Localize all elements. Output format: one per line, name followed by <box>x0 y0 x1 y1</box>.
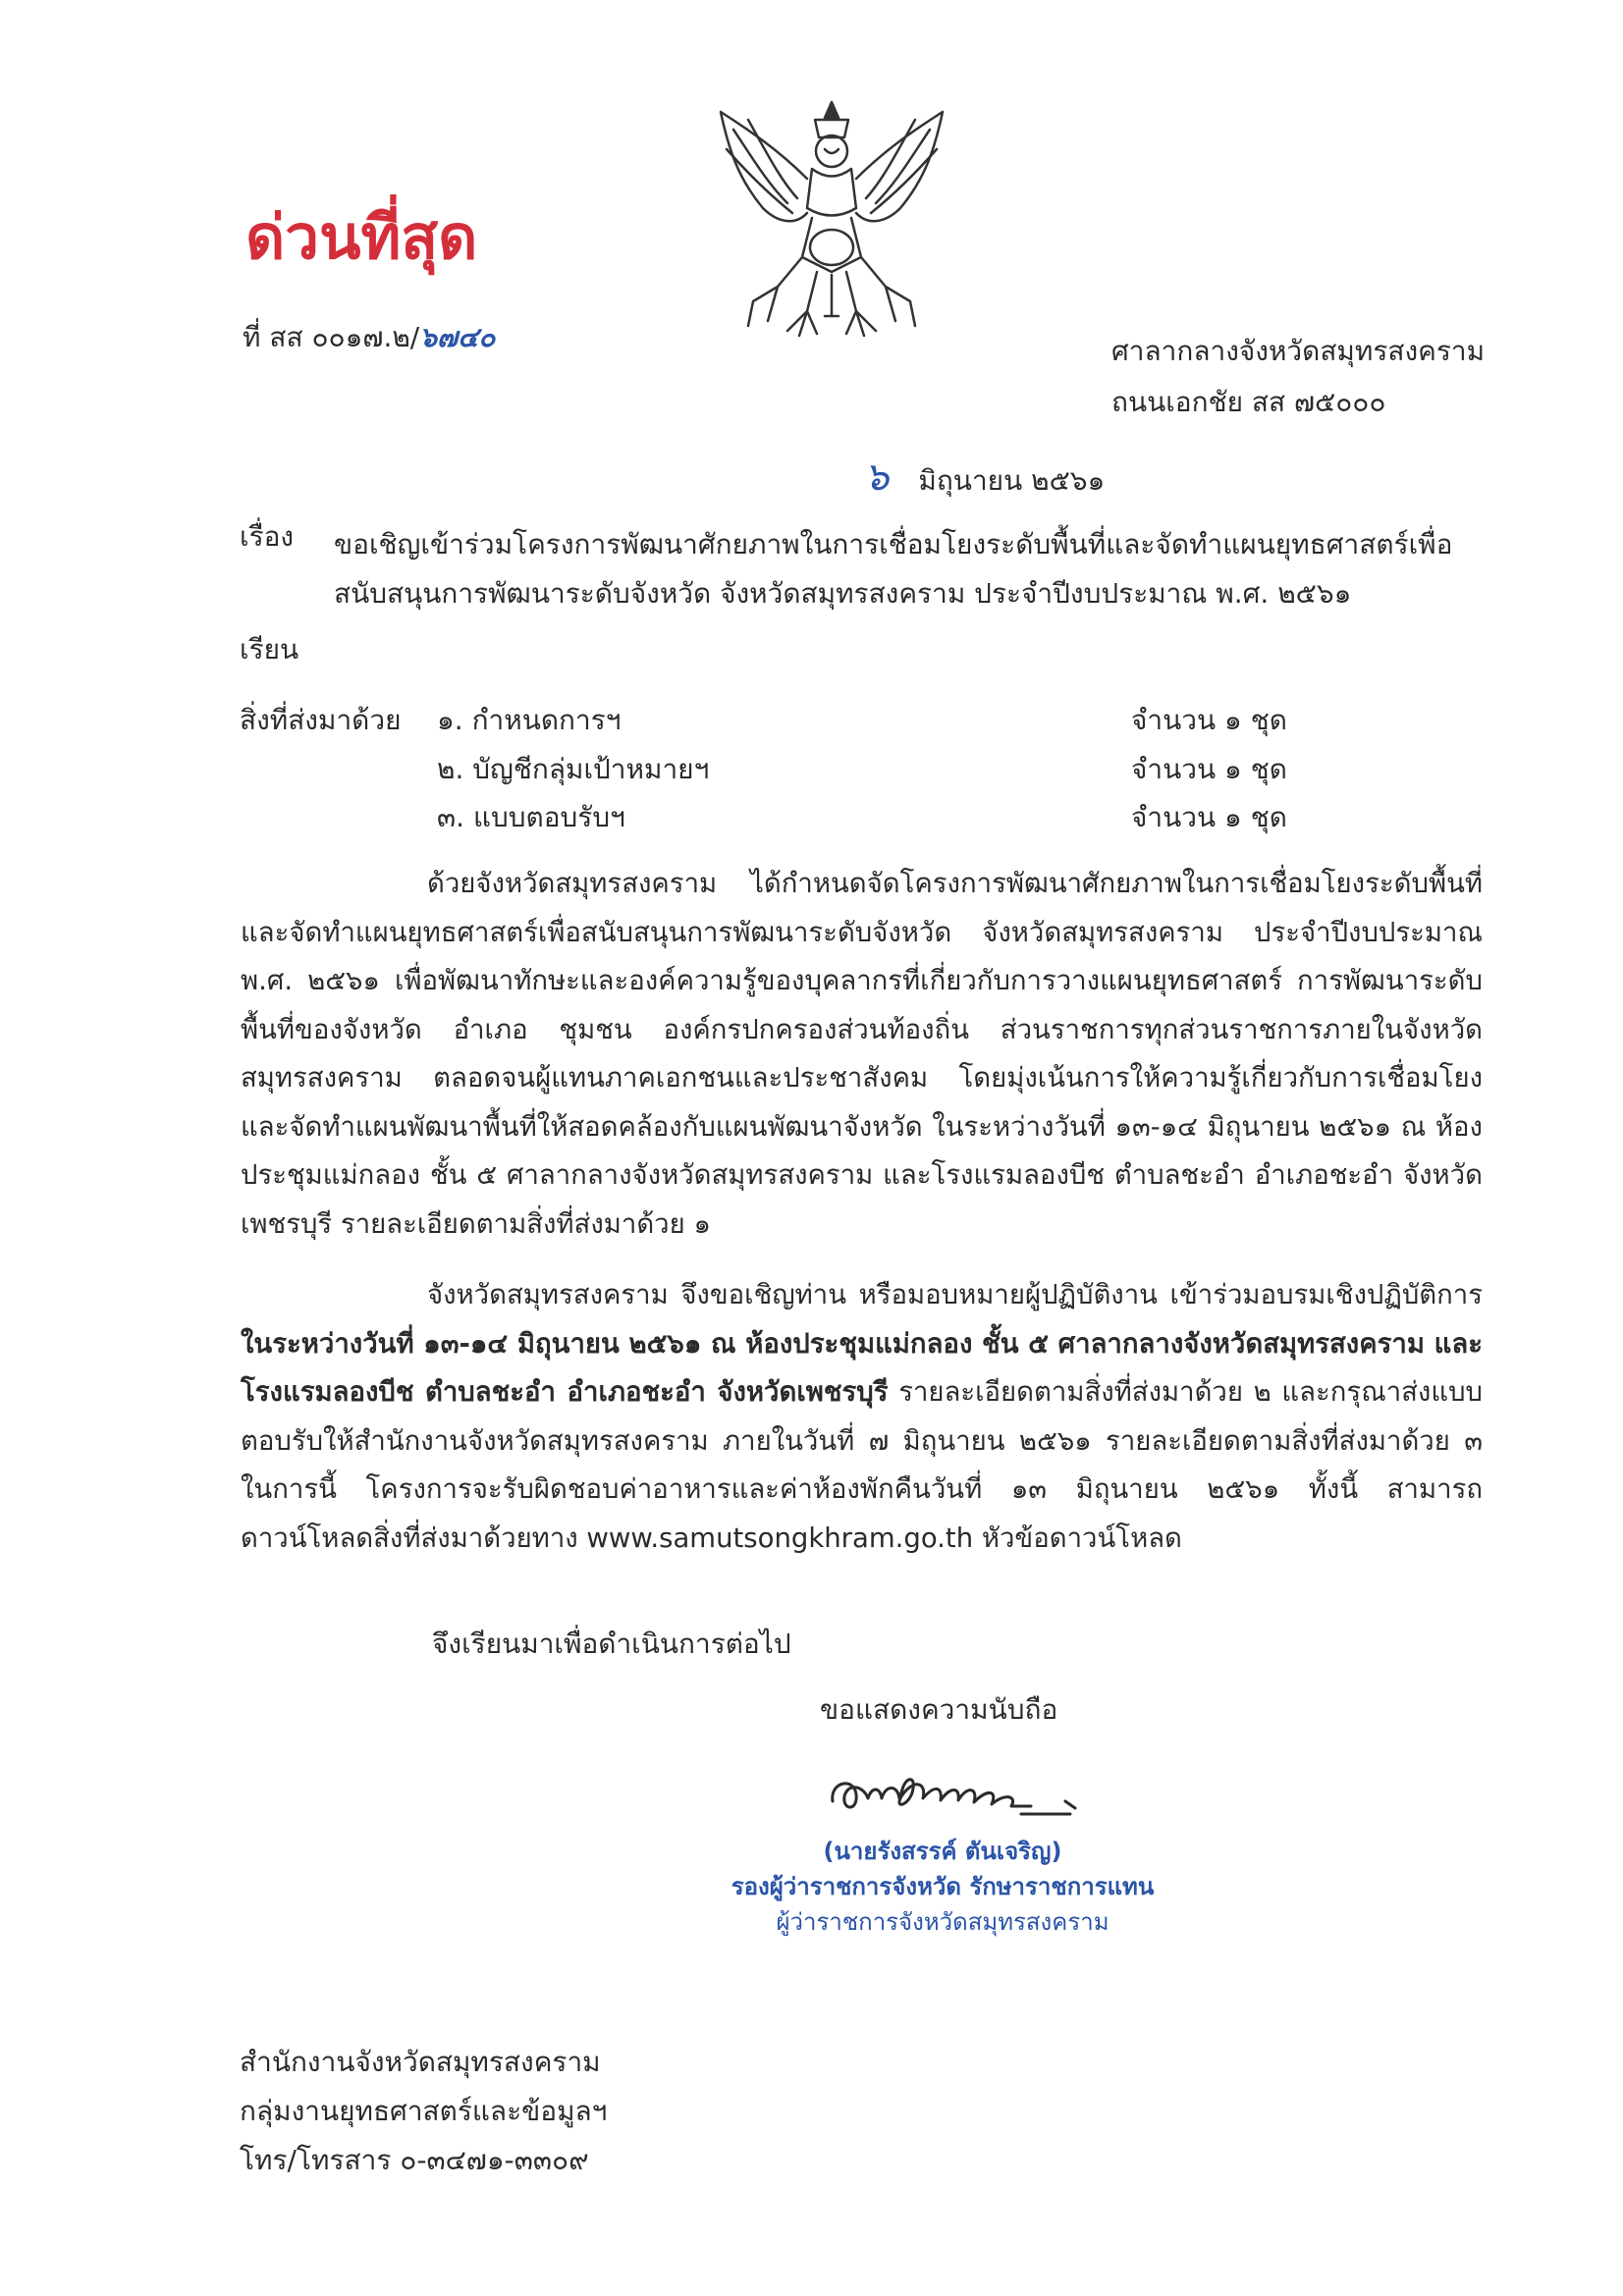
letter-date <box>864 454 1105 501</box>
footer-phone: โทร/โทรสาร ๐-๓๔๗๑-๓๓๐๙ <box>240 2144 589 2176</box>
document-number <box>243 321 495 354</box>
enclosure-qty: จำนวน ๑ ชุด <box>1131 704 1287 736</box>
signer-name: (นายรังสรรค์ ตันเจริญ) <box>823 1838 1062 1865</box>
enclosure-qty: จำนวน ๑ ชุด <box>1131 753 1287 785</box>
footer-office: สำนักงานจังหวัดสมุทรสงคราม <box>240 2046 601 2078</box>
enclosure-label: สิ่งที่ส่งมาด้วย <box>240 704 402 736</box>
body-paragraph-2 <box>241 1271 1483 1563</box>
body-paragraph-1 <box>241 860 1483 1249</box>
footer-division: กลุ่มงานยุทธศาสตร์และข้อมูลฯ <box>240 2095 608 2127</box>
footer-contact <box>240 2038 607 2185</box>
closing-line: จึงเรียนมาเพื่อดำเนินการต่อไป <box>432 1628 791 1660</box>
enclosure-qty: จำนวน ๑ ชุด <box>1131 801 1287 833</box>
to-label: เรียน <box>240 633 299 666</box>
enclosure-item: ๒. บัญชีกลุ่มเป้าหมายฯ <box>437 753 710 785</box>
regards-line: ขอแสดงความนับถือ <box>820 1693 1058 1726</box>
urgency-label: ด่วนที่สุด <box>245 201 478 273</box>
signer-block <box>687 1834 1198 1940</box>
body-paragraph-2-text-b: รายละเอียดตามสิ่งที่ส่งมาด้วย ๒ และกรุณาส่งแบบตอบรับให้สำนักงานจังหวัดสมุทรสงคราม ภายในวันที่ ๗ มิถุนายน ๒๕๖๑ รายละเอียดตามสิ่งที่ส่งมาด้วย ๓ ในการนี้ โครงการจะรับผิดชอบค่าอาหารและค่าห้องพักคืนวันที่ ๑๓ มิถุนายน ๒๕๖๑ ทั้งนี้ สามารถดาวน์โหลดสิ่งที่ส่งมาด้วยทาง www.samutsongkhram.go.th หัวข้อดาวน์โหลด <box>241 1376 1483 1554</box>
agency-address <box>1111 326 1485 428</box>
body-paragraph-2-bold: ในระหว่างวันที่ ๑๓-๑๔ มิถุนายน ๒๕๖๑ ณ ห้องประชุมแม่กลอง ชั้น ๕ ศาลากลางจังหวัดสมุทรสงคราม และโรงแรมลองบีช ตำบลชะอำ อำเภอชะอำ จังหวัดเพชรบุรี <box>241 1327 1483 1408</box>
agency-name: ศาลากลางจังหวัดสมุทรสงคราม <box>1111 335 1486 367</box>
agency-street: ถนนเอกชัย สส ๗๕๐๐๐ <box>1111 386 1386 418</box>
garuda-emblem-icon <box>709 90 954 344</box>
signer-title: รองผู้ว่าราชการจังหวัด รักษาราชการแทน <box>730 1873 1155 1900</box>
document-number-prefix: ที่ สส ๐๐๑๗.๒/ <box>243 321 420 353</box>
signer-title-2: ผู้ว่าราชการจังหวัดสมุทรสงคราม <box>776 1908 1109 1936</box>
subject-label: เรื่อง <box>240 520 295 553</box>
body-paragraph-2-text-a: จังหวัดสมุทรสงคราม จึงขอเชิญท่าน หรือมอบหมายผู้ปฏิบัติงาน เข้าร่วมอบรมเชิงปฏิบัติการ <box>427 1279 1483 1310</box>
enclosure-item: ๑. กำหนดการฯ <box>437 704 622 736</box>
document-number-handwritten: ๖๗๔๐ <box>419 321 496 353</box>
handwritten-signature-icon <box>825 1757 1080 1826</box>
subject-text: ขอเชิญเข้าร่วมโครงการพัฒนาศักยภาพในการเชื่อมโยงระดับพื้นที่และจัดทำแผนยุทธศาสตร์เพื่อสนับสนุนการพัฒนาระดับจังหวัด จังหวัดสมุทรสงคราม ประจำปีงบประมาณ พ.ศ. ๒๕๖๑ <box>334 528 1453 610</box>
enclosure-item: ๓. แบบตอบรับฯ <box>437 801 625 833</box>
body-paragraph-1-text: ด้วยจังหวัดสมุทรสงคราม ได้กำหนดจัดโครงการพัฒนาศักยภาพในการเชื่อมโยงระดับพื้นที่และจัดทำแผนยุทธศาสตร์เพื่อสนับสนุนการพัฒนาระดับจังหวัด จังหวัดสมุทรสงคราม ประจำปีงบประมาณ พ.ศ. ๒๕๖๑ เพื่อพัฒนาทักษะและองค์ความรู้ของบุคลากรที่เกี่ยวกับการวางแผนยุทธศาสตร์ การพัฒนาระดับพื้นที่ของจังหวัด อำเภอ ชุมชน องค์กรปกครองส่วนท้องถิ่น ส่วนราชการทุกส่วนราชการภายในจังหวัดสมุทรสงคราม ตลอดจนผู้แทนภาคเอกชนและประชาสังคม โดยมุ่งเน้นการให้ความรู้เกี่ยวกับการเชื่อมโยงและจัดทำแผนพัฒนาพื้นที่ให้สอดคล้องกับแผนพัฒนาจังหวัด ในระหว่างวันที่ ๑๓-๑๔ มิถุนายน ๒๕๖๑ ณ ห้องประชุมแม่กลอง ชั้น ๕ ศาลากลางจังหวัดสมุทรสงคราม และโรงแรมลองบีช ตำบลชะอำ อำเภอชะอำ จังหวัดเพชรบุรี รายละเอียดตามสิ่งที่ส่งมาด้วย ๑ <box>241 868 1483 1240</box>
date-day-handwritten: ๖ <box>864 454 890 500</box>
date-month-year: มิถุนายน ๒๕๖๑ <box>918 464 1106 497</box>
